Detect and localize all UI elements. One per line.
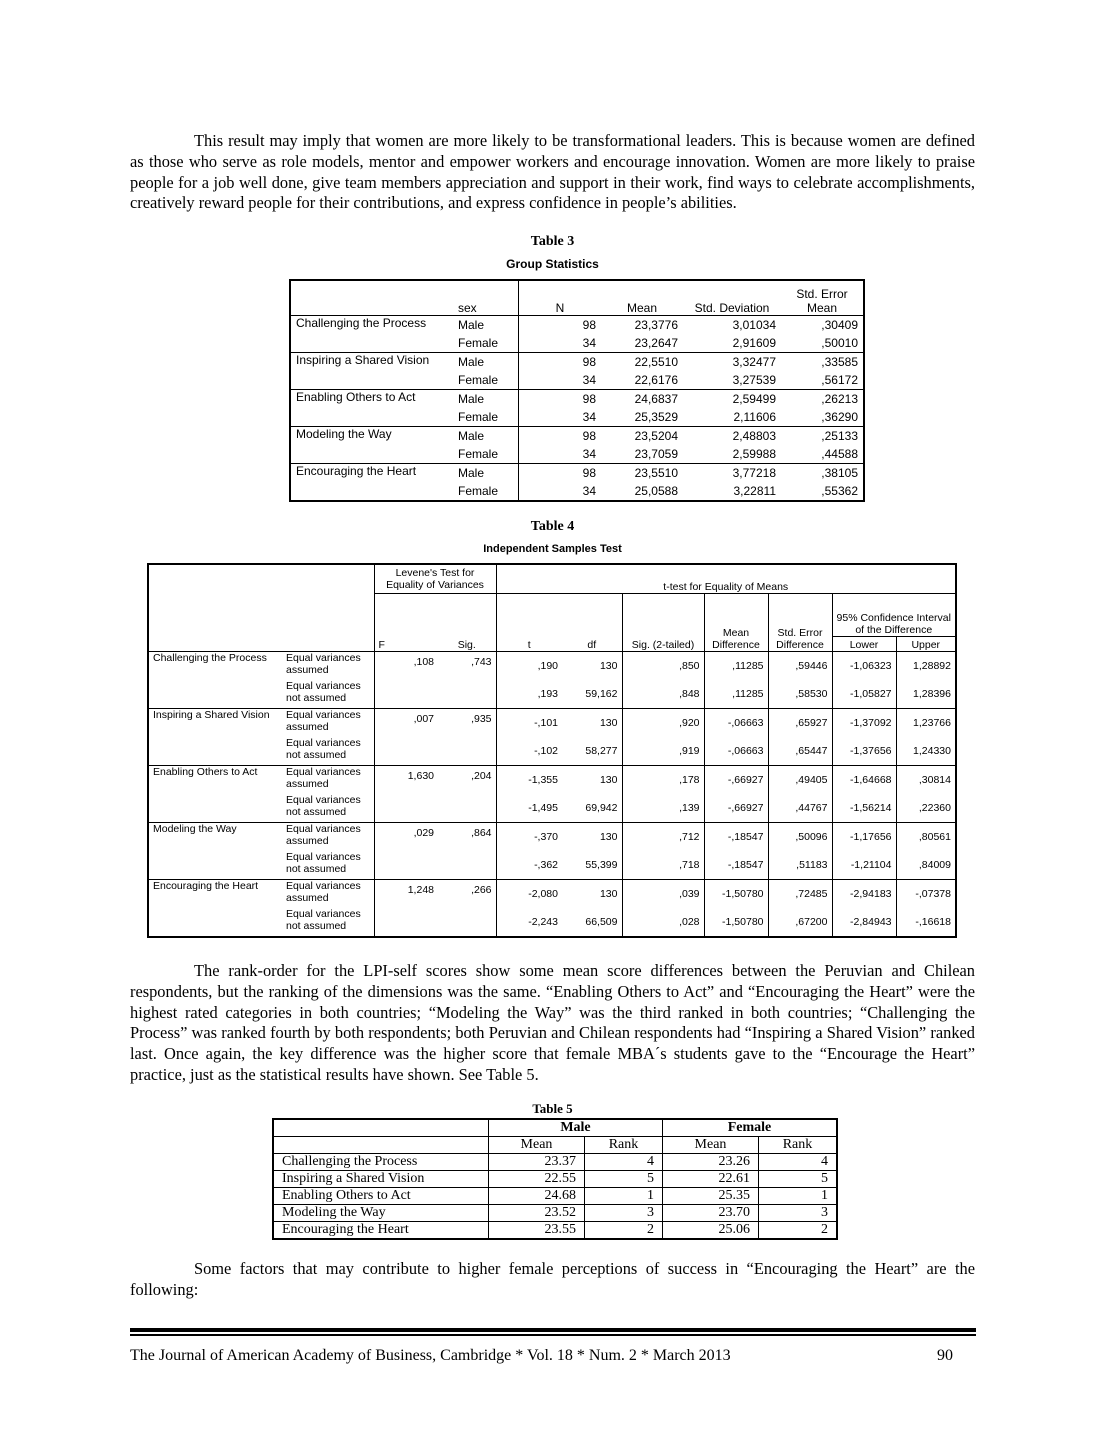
table-cell: 23.70 bbox=[663, 1205, 759, 1222]
table-cell: 130 bbox=[562, 766, 622, 795]
table-cell: 22.55 bbox=[489, 1171, 585, 1188]
table-cell: 22,5510 bbox=[601, 353, 683, 372]
table-cell: -2,080 bbox=[496, 880, 562, 909]
table-row bbox=[273, 1171, 837, 1188]
table-row bbox=[290, 427, 864, 446]
independent-samples-table bbox=[147, 563, 957, 938]
group-label bbox=[290, 371, 453, 390]
table-cell: 23.52 bbox=[489, 1205, 585, 1222]
table-cell: 130 bbox=[562, 880, 622, 909]
paragraph-text: The rank-order for the LPI-self scores show some mean score differences between the Peruvian and Chilean respondents, but the ranking of the dimensions was the same. “Enabling Others to Act” and “Encouraging the Heart” were the highest rated categories in both countries; “Modeling the Way” was the third ranked in both countries; “Challenging the Process” was ranked fourth by both respondents; both Peruvian and Chilean respondents had “Inspiring a Shared Vision” ranked last. Once again, the key difference was the higher score that female MBA´s students gave to the “Encourage the Heart” practice, just as the statistical results have shown. See Table 5. bbox=[130, 961, 975, 1084]
header-row bbox=[273, 1119, 837, 1137]
table-cell: 2,59988 bbox=[732, 447, 776, 461]
group-statistics-table bbox=[289, 279, 865, 502]
table-cell: ,59446 bbox=[768, 652, 832, 681]
table-cell: Male bbox=[453, 464, 519, 483]
table-cell: -2,243 bbox=[496, 908, 562, 937]
table-row bbox=[273, 1154, 837, 1171]
table-cell: 4 bbox=[585, 1154, 663, 1171]
row-label: Equal variances assumed bbox=[282, 652, 374, 681]
table-cell: 5 bbox=[759, 1171, 838, 1188]
table-cell: ,848 bbox=[622, 680, 704, 709]
footer-rule-thick bbox=[130, 1328, 976, 1332]
levene-sig: ,266 bbox=[438, 880, 496, 938]
table-cell: -1,50780 bbox=[704, 880, 768, 909]
table-cell: Male bbox=[453, 390, 519, 409]
column-header: Upper bbox=[896, 637, 956, 652]
table-cell: 2,11606 bbox=[733, 410, 776, 424]
levene-sig: ,935 bbox=[438, 709, 496, 766]
column-header: Std. Error Mean bbox=[781, 280, 864, 316]
table-cell: -1,56214 bbox=[832, 794, 896, 823]
column-header: Mean bbox=[601, 280, 683, 316]
table-cell: ,30814 bbox=[896, 766, 956, 795]
row-label: Equal variances assumed bbox=[282, 709, 374, 738]
table-cell: 23,7059 bbox=[634, 447, 678, 461]
table-cell: ,919 bbox=[622, 737, 704, 766]
table-cell: ,26213 bbox=[781, 390, 864, 409]
table-cell: 23.26 bbox=[663, 1154, 759, 1171]
table-cell: 130 bbox=[562, 652, 622, 681]
column-header bbox=[290, 280, 453, 316]
table-cell: 22,6176 bbox=[634, 373, 678, 387]
levene-f: ,007 bbox=[374, 709, 438, 766]
table-cell: 1,28892 bbox=[896, 652, 956, 681]
table-cell: -1,64668 bbox=[832, 766, 896, 795]
table-cell: ,44767 bbox=[768, 794, 832, 823]
table-row bbox=[148, 880, 956, 909]
levene-sig: ,743 bbox=[438, 652, 496, 709]
table-cell: -,06663 bbox=[704, 737, 768, 766]
table-row bbox=[290, 353, 864, 372]
table-cell: 23.37 bbox=[489, 1154, 585, 1171]
column-header: Sig. bbox=[438, 594, 496, 652]
table3-title: Group Statistics bbox=[506, 257, 599, 271]
group-label: Encouraging the Heart bbox=[290, 464, 453, 483]
group-label bbox=[290, 334, 453, 353]
group-label: Enabling Others to Act bbox=[148, 766, 282, 823]
table-cell: 98 bbox=[519, 390, 602, 409]
table-cell: ,80561 bbox=[896, 823, 956, 852]
row-label: Modeling the Way bbox=[273, 1205, 489, 1222]
table-cell: 130 bbox=[562, 709, 622, 738]
table-cell: 24.68 bbox=[489, 1188, 585, 1205]
row-label: Equal variances not assumed bbox=[286, 737, 361, 761]
row-label: Equal variances not assumed bbox=[286, 851, 361, 875]
table-cell: ,178 bbox=[622, 766, 704, 795]
table-row bbox=[290, 371, 864, 390]
table-cell: 25.35 bbox=[663, 1188, 759, 1205]
table-cell: -,101 bbox=[496, 709, 562, 738]
row-label: Equal variances assumed bbox=[282, 880, 374, 909]
table-row bbox=[148, 709, 956, 738]
table-row bbox=[273, 1188, 837, 1205]
table-cell: -1,06323 bbox=[832, 652, 896, 681]
group-label: Encouraging the Heart bbox=[148, 880, 282, 938]
table-cell: Male bbox=[453, 353, 519, 372]
row-label: Encouraging the Heart bbox=[273, 1222, 489, 1240]
table-cell: -,362 bbox=[496, 851, 562, 880]
levene-f: ,029 bbox=[374, 823, 438, 880]
group-label: Inspiring a Shared Vision bbox=[290, 353, 453, 372]
ttest-header: t-test for Equality of Means bbox=[496, 564, 956, 594]
table-cell: ,65447 bbox=[768, 737, 832, 766]
group-label: Modeling the Way bbox=[148, 823, 282, 880]
table-cell: 34 bbox=[519, 408, 602, 427]
table-cell: 1,28396 bbox=[896, 680, 956, 709]
group-label: Enabling Others to Act bbox=[290, 390, 453, 409]
table-cell: ,039 bbox=[622, 880, 704, 909]
page-number: 90 bbox=[937, 1347, 953, 1364]
table4-caption: Table 4 bbox=[530, 519, 575, 534]
table-cell: -2,94183 bbox=[832, 880, 896, 909]
table-cell: 98 bbox=[519, 427, 602, 446]
column-header: df bbox=[562, 594, 622, 652]
table-row bbox=[273, 1222, 837, 1240]
table-cell: ,65927 bbox=[768, 709, 832, 738]
table-cell: ,44588 bbox=[821, 447, 858, 461]
table-cell: 55,399 bbox=[585, 859, 618, 871]
table-cell: -,66927 bbox=[704, 794, 768, 823]
table-cell: ,84009 bbox=[896, 851, 956, 880]
table-cell: -1,37656 bbox=[832, 737, 896, 766]
blank-header bbox=[273, 1137, 489, 1154]
table-cell: -,16618 bbox=[896, 908, 956, 937]
paragraph-text: This result may imply that women are more likely to be transformational leaders. This is because women are defined as those who serve as role models, mentor and empower workers and encourage innovation. Women are more likely to praise people for a job well done, give team members appreciation and support in their work, find ways to celebrate accomplishments, creatively reward people for their contributions, and express confidence in people’s abilities. bbox=[130, 131, 975, 213]
table-cell: 23,3776 bbox=[634, 318, 678, 332]
table-cell: Male bbox=[453, 427, 519, 446]
table-cell: Female bbox=[458, 410, 499, 424]
table-cell: ,22360 bbox=[896, 794, 956, 823]
footer-rule-thin bbox=[130, 1334, 976, 1336]
table-cell: 1 bbox=[585, 1188, 663, 1205]
table-row bbox=[290, 334, 864, 353]
table-cell: 5 bbox=[585, 1171, 663, 1188]
table-cell: -1,17656 bbox=[832, 823, 896, 852]
levene-f: 1,248 bbox=[374, 880, 438, 938]
table-cell: 24,6837 bbox=[601, 390, 683, 409]
blank-header bbox=[148, 564, 374, 652]
paragraph-rank-order bbox=[130, 961, 975, 1086]
table-cell: ,920 bbox=[622, 709, 704, 738]
table-cell: ,55362 bbox=[821, 484, 858, 498]
table-row bbox=[290, 390, 864, 409]
table-cell: ,718 bbox=[622, 851, 704, 880]
column-header: Lower bbox=[832, 637, 896, 652]
table-cell: 23,5510 bbox=[601, 464, 683, 483]
table-cell: 23,2647 bbox=[634, 336, 678, 350]
table-cell: ,36290 bbox=[821, 410, 858, 424]
table-cell: ,50096 bbox=[768, 823, 832, 852]
table-cell: 130 bbox=[562, 823, 622, 852]
table-cell: 25.06 bbox=[663, 1222, 759, 1240]
table3-caption: Table 3 bbox=[530, 234, 575, 249]
table-row bbox=[273, 1205, 837, 1222]
table-cell: 2,91609 bbox=[732, 336, 776, 350]
table-cell: 34 bbox=[519, 482, 602, 501]
table-cell: ,11285 bbox=[704, 680, 768, 709]
table-cell: ,49405 bbox=[768, 766, 832, 795]
paragraph-factors bbox=[130, 1259, 975, 1301]
paragraph-text: Some factors that may contribute to higher female perceptions of success in “Encouraging the Heart” are the following: bbox=[130, 1259, 975, 1299]
table-cell: -1,21104 bbox=[832, 851, 896, 880]
table-row bbox=[148, 823, 956, 852]
group-label: Inspiring a Shared Vision bbox=[148, 709, 282, 766]
column-header: Mean bbox=[663, 1137, 759, 1154]
table-cell: 2,59499 bbox=[683, 390, 781, 409]
table-cell: ,51183 bbox=[768, 851, 832, 880]
table-cell: ,190 bbox=[496, 652, 562, 681]
table-cell: -,102 bbox=[496, 737, 562, 766]
row-label: Equal variances not assumed bbox=[286, 680, 361, 704]
group-header: Male bbox=[489, 1119, 663, 1137]
column-header: Mean Difference bbox=[704, 594, 768, 652]
table-cell: Male bbox=[458, 318, 485, 332]
group-label: Challenging the Process bbox=[296, 316, 427, 330]
column-header: Sig. (2-tailed) bbox=[622, 594, 704, 652]
table-cell: -,18547 bbox=[704, 823, 768, 852]
row-label: Equal variances not assumed bbox=[286, 908, 361, 932]
table5-caption: Table 5 bbox=[532, 1101, 573, 1116]
table-row bbox=[290, 408, 864, 427]
rank-table bbox=[272, 1118, 838, 1240]
table-row bbox=[290, 482, 864, 501]
table-cell: Female bbox=[458, 336, 499, 350]
table-cell: Female bbox=[458, 447, 499, 461]
row-label: Challenging the Process bbox=[273, 1154, 489, 1171]
table4-title: Independent Samples Test bbox=[483, 543, 622, 555]
table-cell: 22.61 bbox=[663, 1171, 759, 1188]
table-cell: 2,48803 bbox=[683, 427, 781, 446]
table-cell: 98 bbox=[519, 464, 602, 483]
table-cell: 34 bbox=[519, 445, 602, 464]
table-cell: 2 bbox=[759, 1222, 838, 1240]
table-row bbox=[148, 766, 956, 795]
table-cell: -1,50780 bbox=[704, 908, 768, 937]
table-cell: ,30409 bbox=[821, 318, 858, 332]
table-row bbox=[290, 316, 864, 335]
table-cell: 25,3529 bbox=[634, 410, 678, 424]
table-cell: 98 bbox=[519, 316, 602, 335]
paragraph-intro bbox=[130, 131, 975, 214]
table-cell: ,50010 bbox=[821, 336, 858, 350]
table-row bbox=[148, 652, 956, 681]
table-cell: 23.55 bbox=[489, 1222, 585, 1240]
table-cell: 3 bbox=[585, 1205, 663, 1222]
table-cell: 23,5204 bbox=[601, 427, 683, 446]
table-cell: -1,37092 bbox=[832, 709, 896, 738]
column-header: t bbox=[496, 594, 562, 652]
table-cell: Female bbox=[458, 373, 499, 387]
levene-sig: ,864 bbox=[438, 823, 496, 880]
table-cell: -1,05827 bbox=[832, 680, 896, 709]
table-cell: 69,942 bbox=[585, 802, 618, 814]
table-cell: 98 bbox=[519, 353, 602, 372]
journal-citation: The Journal of American Academy of Business, Cambridge * Vol. 18 * Num. 2 * March 2013 bbox=[130, 1347, 731, 1364]
table-cell: Female bbox=[458, 484, 499, 498]
table-cell: 58,277 bbox=[585, 745, 618, 757]
table-cell: 3,22811 bbox=[733, 484, 776, 498]
column-header: Std. Error Difference bbox=[768, 594, 832, 652]
levene-f: ,108 bbox=[374, 652, 438, 709]
table-cell: 1,24330 bbox=[896, 737, 956, 766]
table-cell: 2 bbox=[585, 1222, 663, 1240]
table-cell: 66,509 bbox=[585, 916, 618, 928]
header-row bbox=[148, 564, 956, 594]
column-header: Std. Deviation bbox=[683, 280, 781, 316]
group-label: Challenging the Process bbox=[148, 652, 282, 709]
table-cell: ,58530 bbox=[768, 680, 832, 709]
table-cell: -2,84943 bbox=[832, 908, 896, 937]
table-cell: 59,162 bbox=[585, 688, 618, 700]
group-label bbox=[290, 408, 453, 427]
table-cell: -,370 bbox=[496, 823, 562, 852]
table-cell: ,56172 bbox=[821, 373, 858, 387]
table-cell: 3,01034 bbox=[732, 318, 776, 332]
row-label: Equal variances not assumed bbox=[286, 794, 361, 818]
table-cell: ,33585 bbox=[781, 353, 864, 372]
table-cell: 3 bbox=[759, 1205, 838, 1222]
levene-header: Levene's Test for Equality of Variances bbox=[374, 564, 496, 594]
table-cell: 3,27539 bbox=[732, 373, 776, 387]
table-cell: 3,32477 bbox=[683, 353, 781, 372]
table-cell: ,193 bbox=[496, 680, 562, 709]
table-cell: 1,23766 bbox=[896, 709, 956, 738]
table-cell: 3,77218 bbox=[683, 464, 781, 483]
column-header: N bbox=[519, 280, 602, 316]
table-cell: 4 bbox=[759, 1154, 838, 1171]
column-header: F bbox=[374, 594, 438, 652]
column-header: Rank bbox=[759, 1137, 838, 1154]
group-header: Female bbox=[663, 1119, 838, 1137]
row-label: Enabling Others to Act bbox=[273, 1188, 489, 1205]
blank-header bbox=[273, 1119, 489, 1137]
table-cell: 1 bbox=[759, 1188, 838, 1205]
row-label: Equal variances assumed bbox=[282, 823, 374, 852]
table-cell: -1,495 bbox=[496, 794, 562, 823]
table-cell: ,712 bbox=[622, 823, 704, 852]
table-cell: ,72485 bbox=[768, 880, 832, 909]
levene-sig: ,204 bbox=[438, 766, 496, 823]
table-cell: -1,355 bbox=[496, 766, 562, 795]
table-cell: ,028 bbox=[622, 908, 704, 937]
table-cell: -,06663 bbox=[704, 709, 768, 738]
table-row bbox=[290, 464, 864, 483]
row-label: Inspiring a Shared Vision bbox=[273, 1171, 489, 1188]
table-cell: ,38105 bbox=[781, 464, 864, 483]
group-label bbox=[290, 445, 453, 464]
header-row bbox=[290, 280, 864, 316]
row-label: Equal variances assumed bbox=[282, 766, 374, 795]
table-row bbox=[290, 445, 864, 464]
levene-f: 1,630 bbox=[374, 766, 438, 823]
header-row bbox=[273, 1137, 837, 1154]
table-cell: ,25133 bbox=[781, 427, 864, 446]
table-cell: -,07378 bbox=[896, 880, 956, 909]
column-header: Mean bbox=[489, 1137, 585, 1154]
column-header: Rank bbox=[585, 1137, 663, 1154]
column-header: sex bbox=[453, 280, 519, 316]
table-cell: -,18547 bbox=[704, 851, 768, 880]
table-cell: ,850 bbox=[622, 652, 704, 681]
group-label: Modeling the Way bbox=[290, 427, 453, 446]
group-label bbox=[290, 482, 453, 501]
table-cell: 25,0588 bbox=[634, 484, 678, 498]
table-cell: -,66927 bbox=[704, 766, 768, 795]
table-cell: ,11285 bbox=[704, 652, 768, 681]
table-cell: 34 bbox=[519, 334, 602, 353]
table-cell: 34 bbox=[519, 371, 602, 390]
ci-header: 95% Confidence Interval of the Difference bbox=[832, 594, 956, 637]
table-cell: ,67200 bbox=[768, 908, 832, 937]
table-cell: ,139 bbox=[622, 794, 704, 823]
